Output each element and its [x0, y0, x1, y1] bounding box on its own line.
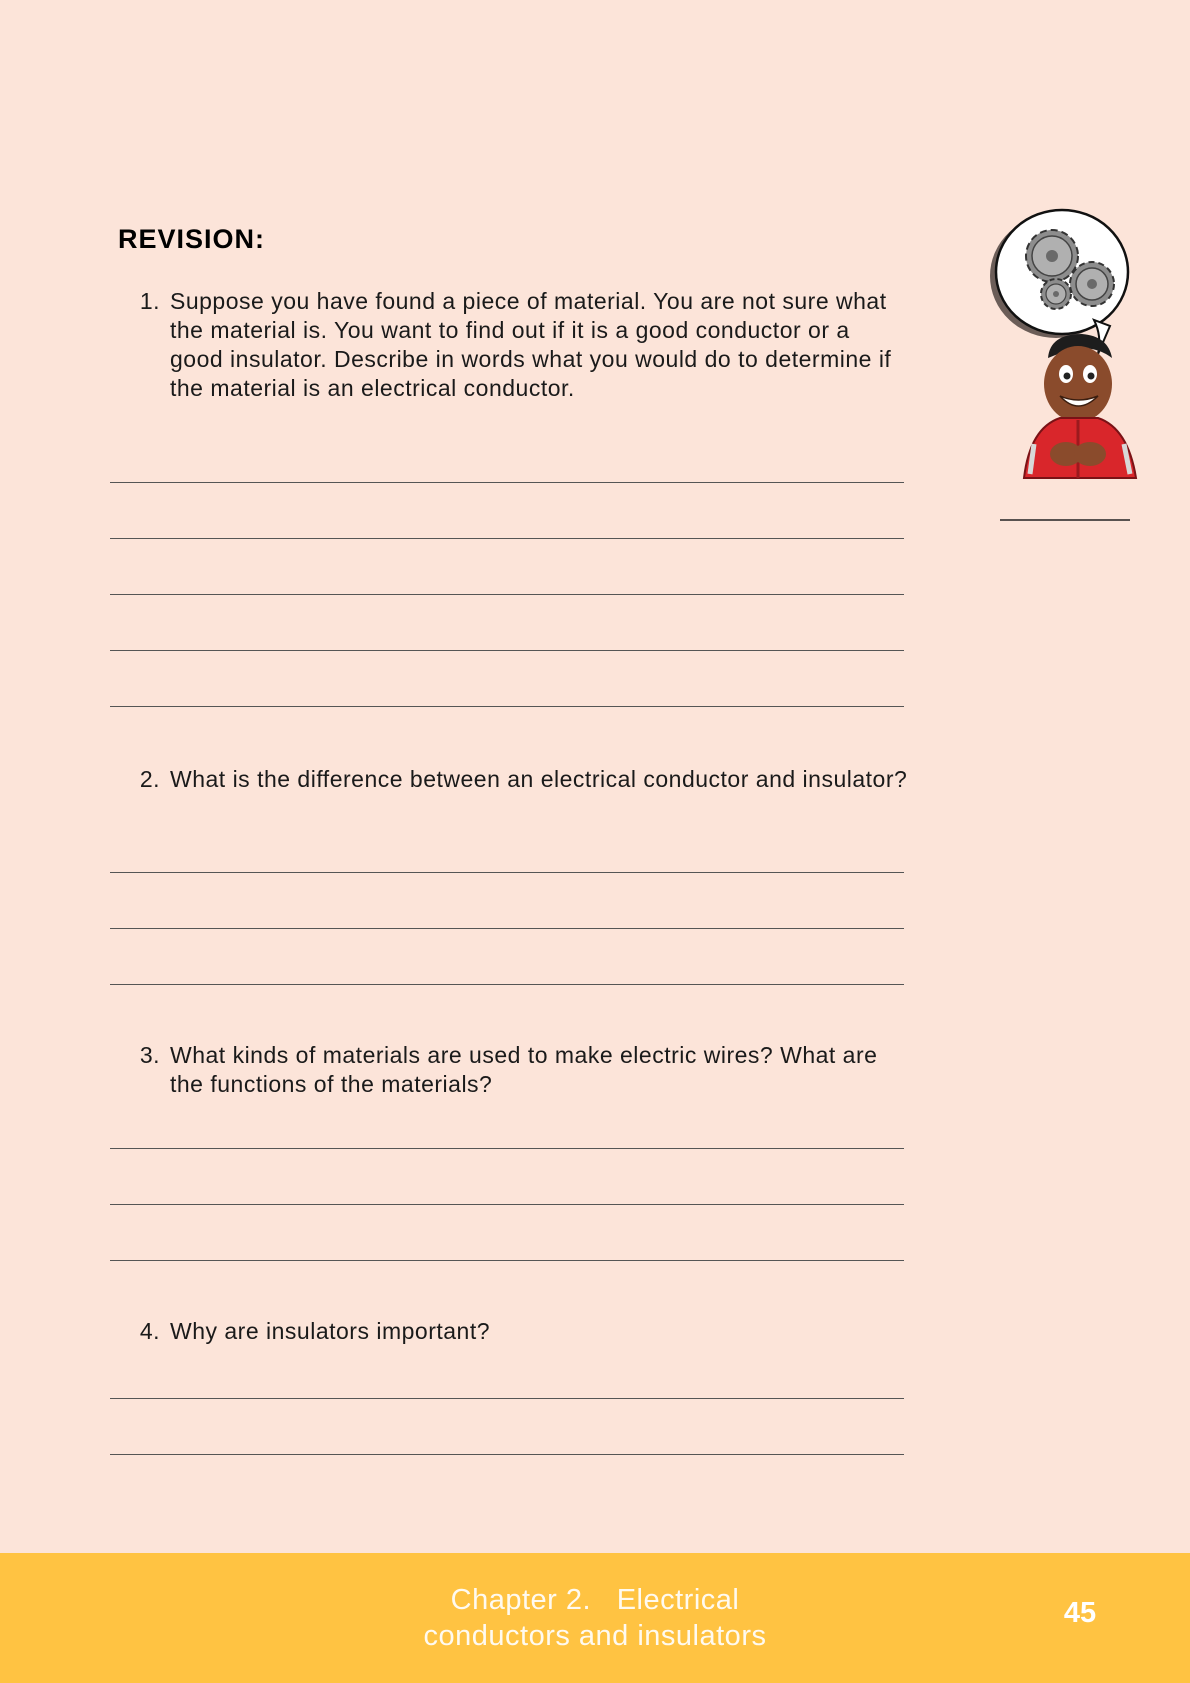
gear-icon	[1041, 279, 1071, 309]
question-1	[118, 287, 908, 403]
question-text: What kinds of materials are used to make electric wires? What are the functions of the materials?	[170, 1042, 878, 1097]
question-number: 2.	[139, 766, 160, 792]
answer-line[interactable]	[110, 1149, 904, 1205]
answer-line[interactable]	[110, 427, 904, 483]
question-text: Suppose you have found a piece of material. You are not sure what the material is. You want to find out if it is a good conductor or a good insulator. Describe in words what you would do to determine if the material is an electrical conductor.	[170, 288, 892, 401]
gear-icon	[1026, 230, 1078, 282]
question-text: Why are insulators important?	[170, 1318, 491, 1344]
question-number: 4.	[139, 1318, 160, 1344]
answer-line[interactable]	[110, 929, 904, 985]
chapter-title-line-1: Chapter 2. Electrical	[450, 1584, 740, 1616]
question-4	[118, 1317, 908, 1346]
answer-lines-2	[110, 817, 904, 985]
chapter-title-line-2: conductors and insulators	[423, 1620, 767, 1652]
question-2	[118, 765, 908, 794]
answer-lines-1	[110, 427, 904, 707]
chapter-title	[345, 1582, 845, 1654]
answer-line[interactable]	[110, 1093, 904, 1149]
answer-line[interactable]	[110, 651, 904, 707]
answer-lines-4	[110, 1343, 904, 1455]
thinking-character-with-gears-icon	[990, 208, 1140, 528]
answer-line[interactable]	[110, 873, 904, 929]
page-footer	[0, 1553, 1190, 1683]
section-heading: REVISION:	[118, 224, 266, 254]
question-number: 1.	[139, 288, 160, 314]
page-number: 45	[1063, 1597, 1097, 1629]
answer-line[interactable]	[110, 1343, 904, 1399]
question-number: 3.	[139, 1042, 160, 1068]
gear-icon	[1070, 262, 1114, 306]
answer-line[interactable]	[110, 595, 904, 651]
answer-line[interactable]	[110, 1399, 904, 1455]
answer-line[interactable]	[110, 1205, 904, 1261]
question-text: What is the difference between an electrical conductor and insulator?	[170, 766, 908, 792]
answer-line[interactable]	[110, 539, 904, 595]
answer-lines-3	[110, 1093, 904, 1261]
question-3	[118, 1041, 908, 1099]
answer-line[interactable]	[110, 483, 904, 539]
answer-line[interactable]	[110, 817, 904, 873]
